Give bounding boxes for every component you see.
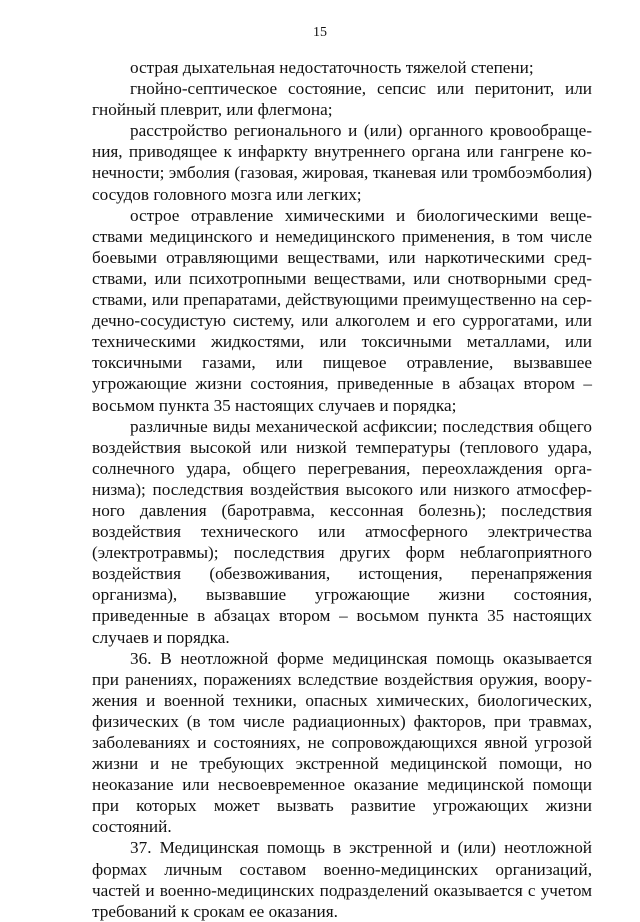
- paragraph-item-37: 37. Медицинская помощь в экстренной и (или) неотложной формах личным составом военно-медицинских организаций, частей и военно-медицинских подразделений оказывается с учетом требований к срокам ее оказания.: [92, 838, 592, 921]
- document-body: [92, 57, 592, 922]
- paragraph-circulatory-disorder: расстройство регионального и (или) органного кровообращения, приводящее к инфаркту внутреннего органа или гангрене конечности; эмболия (газовая, жировая, тканевая или тромбоэмболия) сосудов головного мозга или легких;: [92, 121, 592, 204]
- paragraph-asphyxia-effects: различные виды механической асфиксии; последствия общего воздействия высокой или низкой температуры (теплового удара, солнечного удара, общего перегревания, переохлаждения организма); последствия воздействия высокого или низкого атмосферного давления (баротравма, кессонная болезнь); последствия воздействия технического или атмосферного электричества (электротравмы); последствия других форм неблагоприятного воздействия (обезвоживания, истощения, перенапряжения организма), вызвавшие угрожающие жизни состояния, приведенные в абзацах втором – восьмом пункта 35 настоящих случаев и порядка.: [92, 416, 592, 647]
- paragraph-item-36: 36. В неотложной форме медицинская помощь оказывается при ранениях, поражениях вследствие воздействия оружия, вооружения и военной техники, опасных химических, биологических, физических (в том числе радиационных) факторов, при травмах, заболеваниях и состояниях, не сопровождающихся явной угрозой жизни и не требующих экстренной медицинской помощи, но неоказание или несвоевременное оказание медицинской помощи при которых может вызвать развитие угрожающих жизни состояний.: [92, 648, 592, 837]
- page-number: 15: [313, 25, 327, 40]
- paragraph-respiratory-failure: острая дыхательная недостаточность тяжелой степени;: [130, 58, 534, 77]
- paragraph-septic-condition: гнойно-септическое состояние, сепсис или перитонит, или гнойный плеврит, или флегмона;: [92, 79, 592, 120]
- paragraph-acute-poisoning: острое отравление химическими и биологическими веществами медицинского и немедицинского применения, в том числе боевыми отравляющими веществами, или наркотическими средствами, или психотропными веществами, или снотворными средствами, или препаратами, действующими преимущественно на сердечно-сосудистую систему, или алкоголем и его суррогатами, или техническими жидкостями, или токсичными металлами, или токсичными газами, или пищевое отравление, вызвавшее угрожающие жизни состояния, приведенные в абзацах втором – восьмом пункта 35 настоящих случаев и порядка;: [92, 205, 592, 415]
